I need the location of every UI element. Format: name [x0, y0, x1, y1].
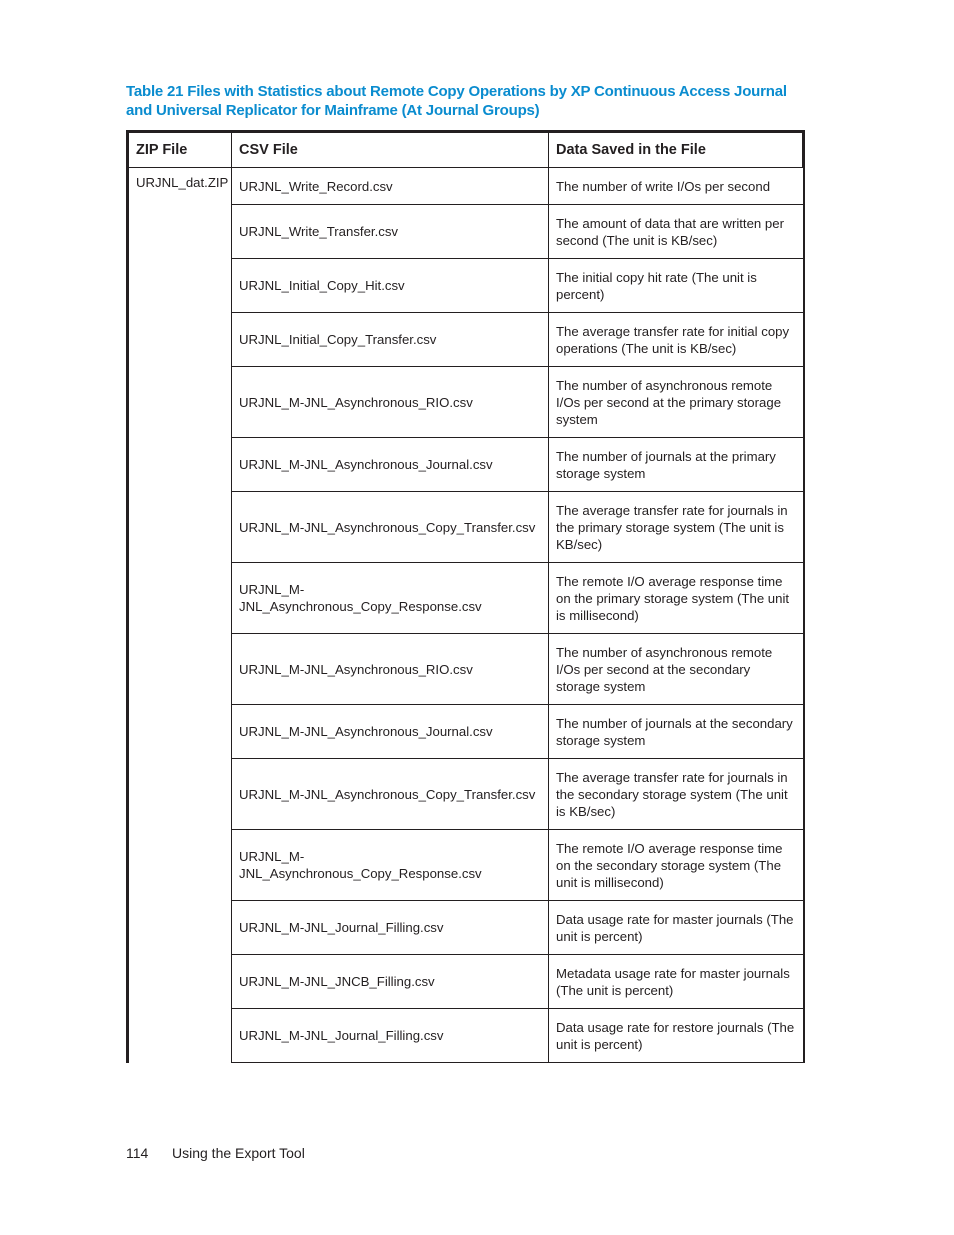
csv-file-cell: URJNL_M-JNL_Asynchronous_Journal.csv [232, 705, 549, 759]
table-caption: Table 21 Files with Statistics about Remote Copy Operations by XP Continuous Access Journal and Universal Replicator for Mainframe (At Journal Groups) [126, 83, 787, 119]
data-description-cell: The average transfer rate for journals in the secondary storage system (The unit is KB/sec) [549, 759, 804, 830]
data-description-cell: The number of journals at the primary storage system [549, 438, 804, 492]
data-description-cell: The number of write I/Os per second [549, 168, 804, 205]
csv-file-cell: URJNL_M-JNL_Asynchronous_Copy_Response.csv [232, 830, 549, 901]
data-description-cell: The amount of data that are written per second (The unit is KB/sec) [549, 205, 804, 259]
csv-file-cell: URJNL_M-JNL_Asynchronous_RIO.csv [232, 367, 549, 438]
csv-file-cell: URJNL_M-JNL_Asynchronous_Copy_Transfer.csv [232, 759, 549, 830]
csv-file-cell: URJNL_M-JNL_Asynchronous_Journal.csv [232, 438, 549, 492]
data-description-cell: The number of asynchronous remote I/Os per second at the primary storage system [549, 367, 804, 438]
csv-file-cell: URJNL_M-JNL_Asynchronous_Copy_Response.csv [232, 563, 549, 634]
data-description-cell: The number of journals at the secondary storage system [549, 705, 804, 759]
zip-file-cell: URJNL_dat.ZIP [128, 168, 232, 1063]
section-title: Using the Export Tool [172, 1145, 305, 1161]
csv-file-cell: URJNL_M-JNL_Asynchronous_RIO.csv [232, 634, 549, 705]
header-zip-file: ZIP File [128, 132, 232, 168]
data-description-cell: The remote I/O average response time on the secondary storage system (The unit is millisecond) [549, 830, 804, 901]
data-description-cell: Data usage rate for master journals (The unit is percent) [549, 901, 804, 955]
header-csv-file: CSV File [232, 132, 549, 168]
data-description-cell: The average transfer rate for journals in the primary storage system (The unit is KB/sec) [549, 492, 804, 563]
data-description-cell: The remote I/O average response time on the primary storage system (The unit is millisecond) [549, 563, 804, 634]
statistics-table-container [126, 130, 802, 1063]
csv-file-cell: URJNL_M-JNL_Journal_Filling.csv [232, 901, 549, 955]
data-description-cell: Data usage rate for restore journals (The unit is percent) [549, 1009, 804, 1063]
csv-file-cell: URJNL_M-JNL_Journal_Filling.csv [232, 1009, 549, 1063]
csv-file-cell: URJNL_M-JNL_Asynchronous_Copy_Transfer.csv [232, 492, 549, 563]
csv-file-cell: URJNL_Initial_Copy_Transfer.csv [232, 313, 549, 367]
data-description-cell: The number of asynchronous remote I/Os per second at the secondary storage system [549, 634, 804, 705]
table-header-row [128, 132, 804, 168]
header-data-saved: Data Saved in the File [549, 132, 804, 168]
page-number: 114 [126, 1145, 149, 1161]
data-description-cell: The initial copy hit rate (The unit is percent) [549, 259, 804, 313]
data-description-cell: Metadata usage rate for master journals (The unit is percent) [549, 955, 804, 1009]
csv-file-cell: URJNL_M-JNL_JNCB_Filling.csv [232, 955, 549, 1009]
statistics-table [126, 130, 805, 1063]
csv-file-cell: URJNL_Write_Record.csv [232, 168, 549, 205]
csv-file-cell: URJNL_Initial_Copy_Hit.csv [232, 259, 549, 313]
data-description-cell: The average transfer rate for initial copy operations (The unit is KB/sec) [549, 313, 804, 367]
csv-file-cell: URJNL_Write_Transfer.csv [232, 205, 549, 259]
page-footer [126, 1145, 305, 1161]
table-row [128, 168, 804, 205]
